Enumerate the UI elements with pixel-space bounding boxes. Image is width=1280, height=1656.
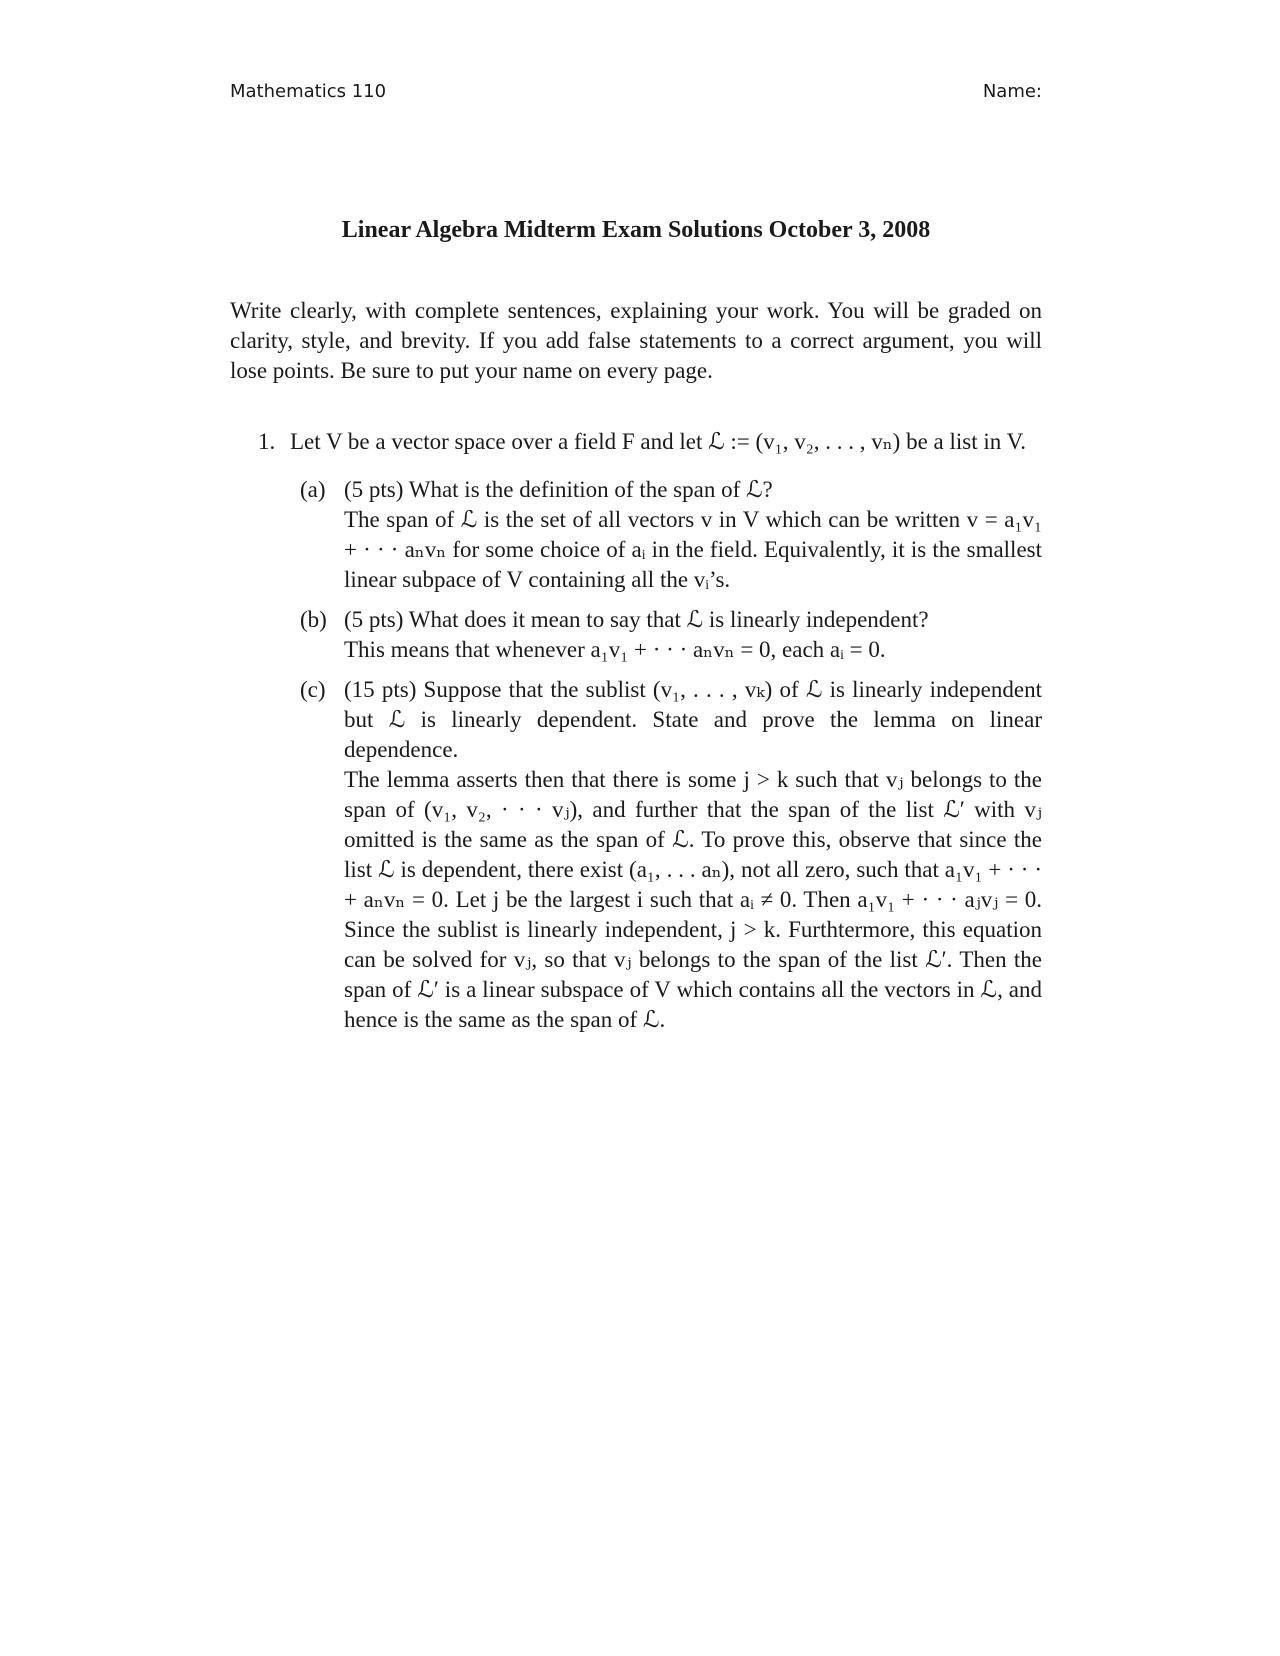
part-label: (a): [300, 477, 326, 502]
part-question: (5 pts) What is the definition of the span of ℒ?: [344, 477, 773, 502]
problem-statement: Let V be a vector space over a field F and let ℒ := (v₁, v₂, . . . , vₙ) be a list in V.: [290, 429, 1026, 454]
problem-number: 1.: [258, 429, 276, 454]
instructions-paragraph: Write clearly, with complete sentences, explaining your work. You will be graded on clarity, style, and brevity. If you add false statements to a correct argument, you will lose points. Be sure to put your name on every page.: [230, 298, 1042, 383]
part-question: (5 pts) What does it mean to say that ℒ is linearly independent?: [344, 607, 929, 632]
problem-parts: [300, 475, 1042, 1035]
part-answer: This means that whenever a₁v₁ + · · · aₙvₙ = 0, each aᵢ = 0.: [344, 637, 886, 662]
part-c: [300, 675, 1042, 1035]
part-label: (c): [300, 677, 326, 702]
part-label: (b): [300, 607, 327, 632]
part-question: (15 pts) Suppose that the sublist (v₁, . . . , vₖ) of ℒ is linearly independent but ℒ is linearly dependent. State and prove the lemma on linear dependence.: [344, 677, 1042, 762]
part-answer: The lemma asserts then that there is some j > k such that vⱼ belongs to the span of (v₁, v₂, · · · vⱼ), and further that the span of the list ℒ′ with vⱼ omitted is the same as the span of ℒ. To prove this, observe that since the list ℒ is dependent, there exist (a₁, . . . aₙ), not all zero, such that a₁v₁ + · · · + aₙvₙ = 0. Let j be the largest i such that aᵢ ≠ 0. Then a₁v₁ + · · · aⱼvⱼ = 0. Since the sublist is linearly independent, j > k. Furthtermore, this equation can be solved for vⱼ, so that vⱼ belongs to the span of the list ℒ′. Then the span of ℒ′ is a linear subspace of V which contains all the vectors in ℒ, and hence is the same as the span of ℒ.: [344, 767, 1042, 1032]
part-a: [300, 475, 1042, 595]
part-answer: The span of ℒ is the set of all vectors v in V which can be written v = a₁v₁ + · · · aₙvₙ for some choice of aᵢ in the field. Equivalently, it is the smallest linear subpace of V containing all the vᵢ’s.: [344, 507, 1042, 592]
page-title: Linear Algebra Midterm Exam Solutions October 3, 2008: [341, 217, 931, 243]
part-b: [300, 605, 1042, 665]
name-label: Name:: [982, 81, 1042, 102]
problem-1: [258, 427, 1042, 1045]
course-name: Mathematics 110: [230, 81, 387, 102]
